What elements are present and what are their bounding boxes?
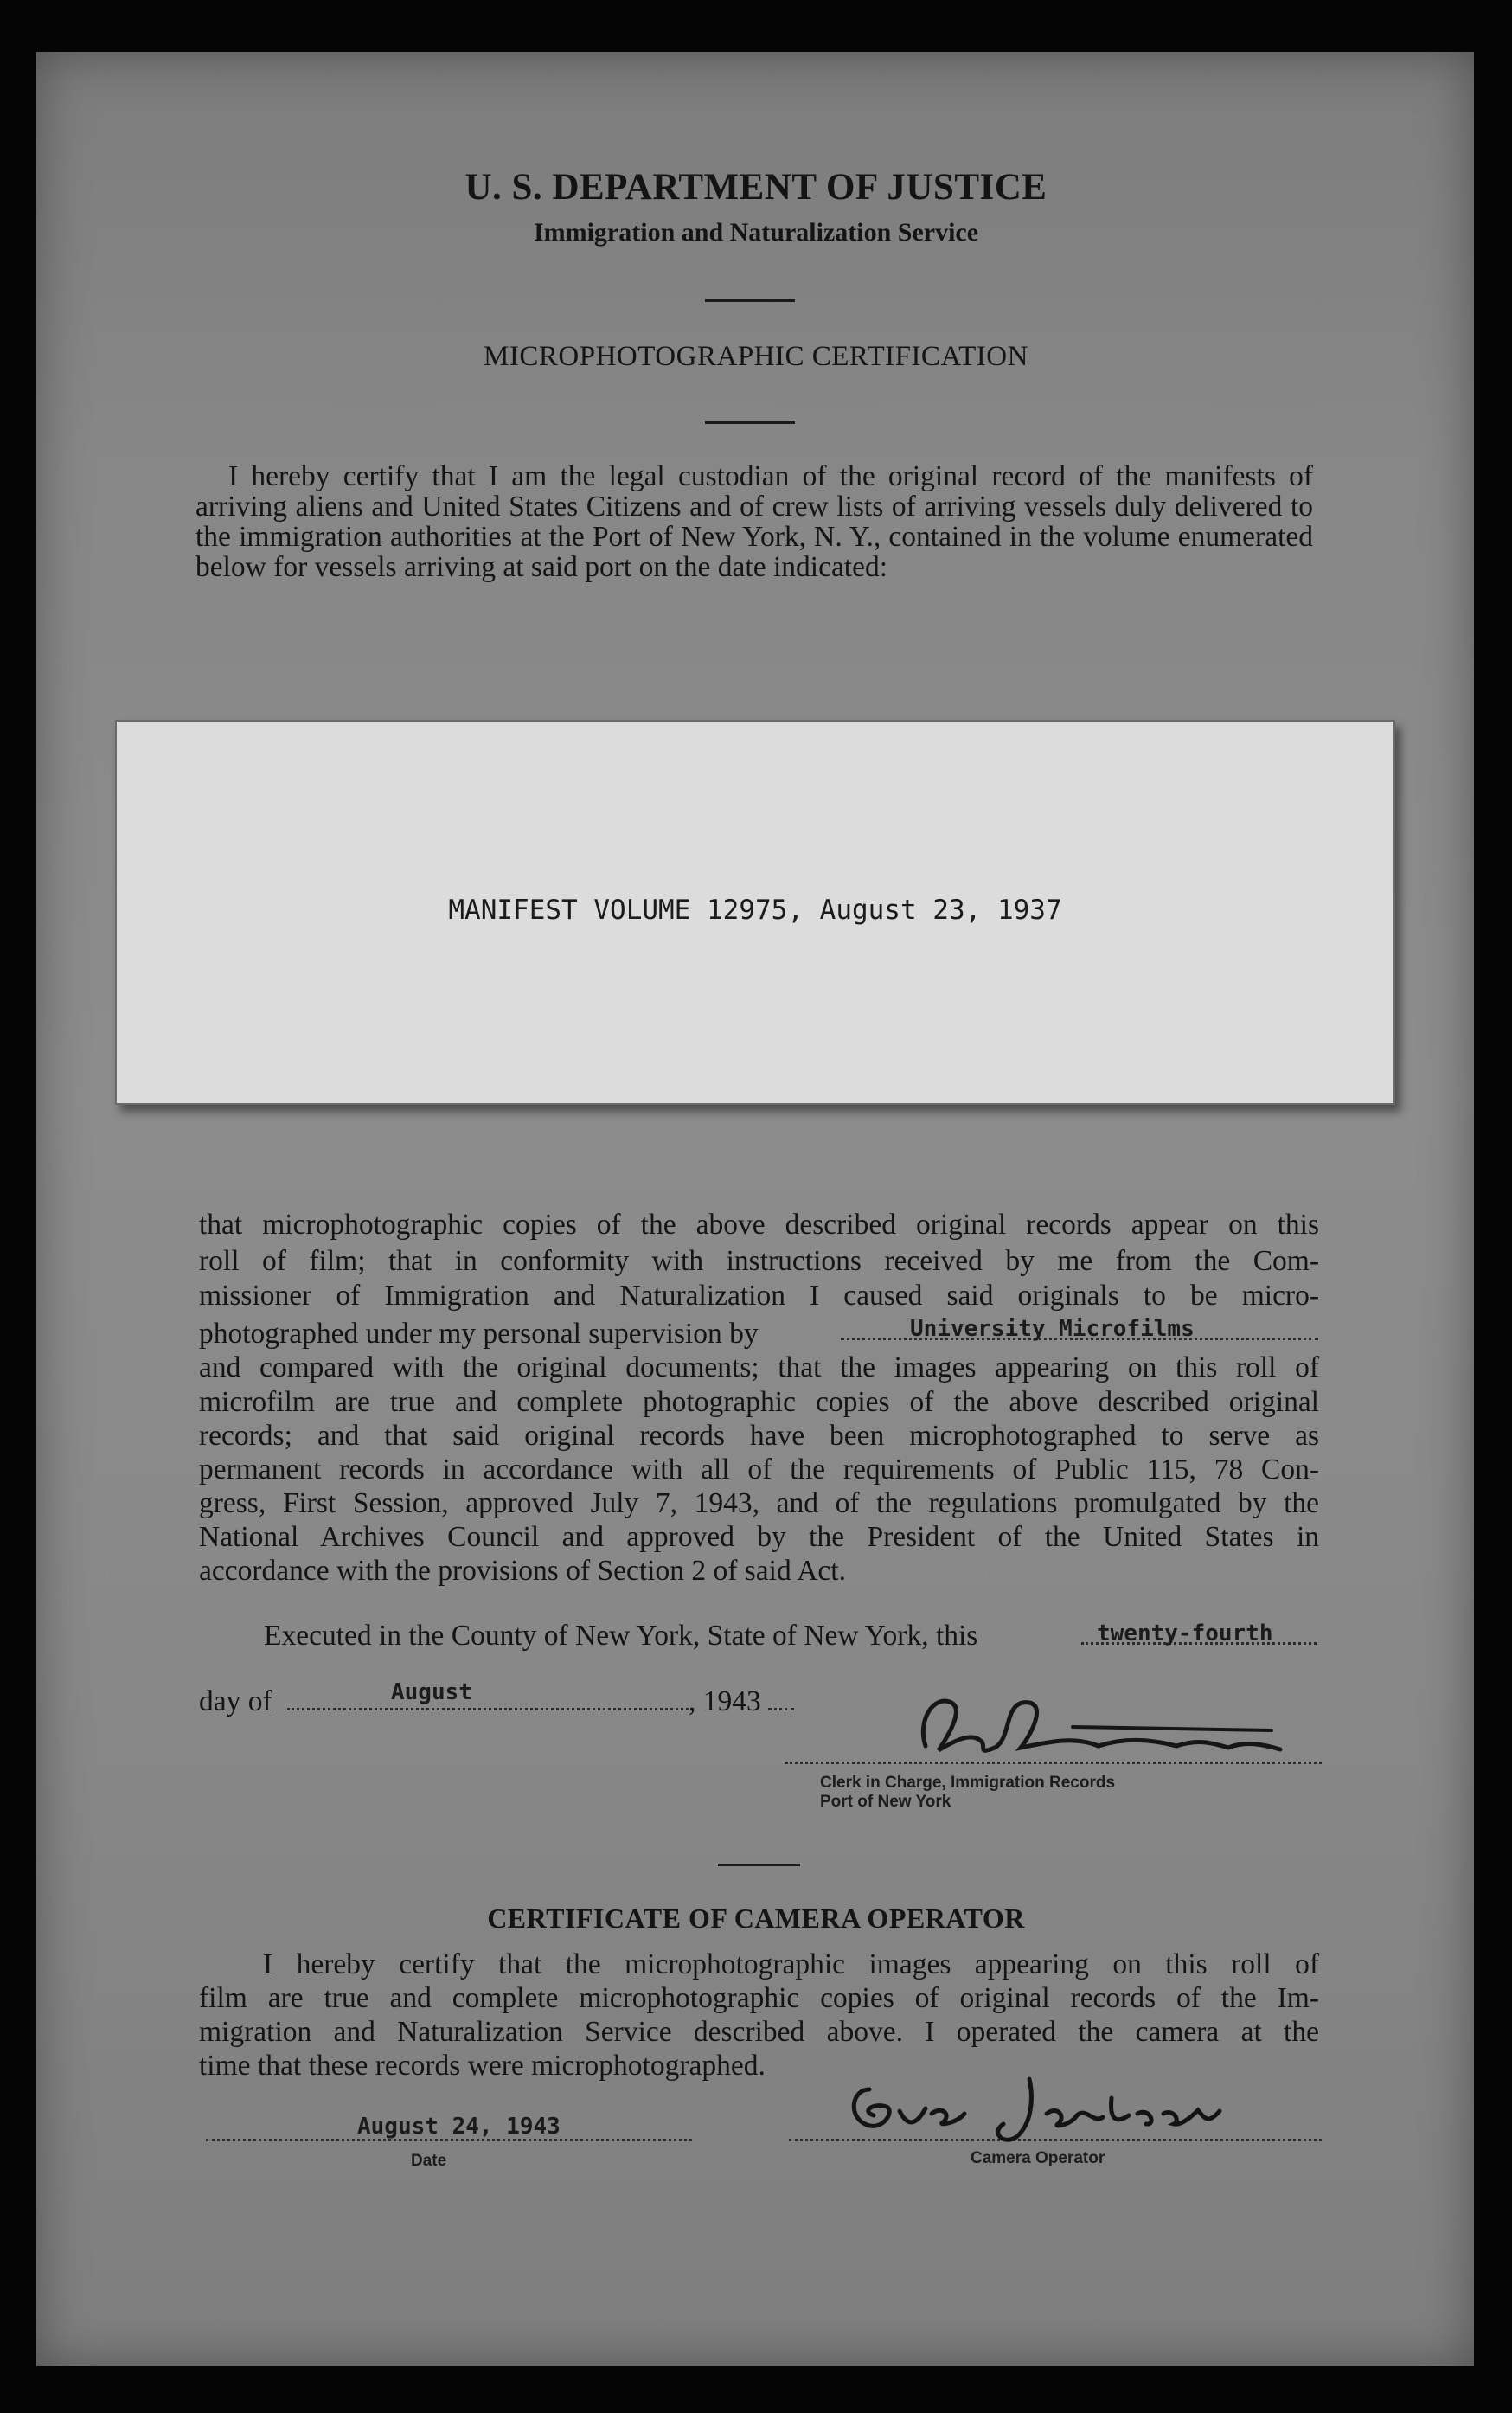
camera-operator-line: migration and Naturalization Service described above. I operated the camera at the	[199, 2016, 1319, 2048]
certification-line: microfilm are true and complete photographic copies of the above described original	[199, 1386, 1319, 1418]
divider-rule-top	[705, 299, 795, 302]
intro-paragraph: I hereby certify that I am the legal custodian of the original record of the manifests of arriving aliens and United States Citizens and of crew lists of arriving vessels duly delivered to the immigration authorities at the Port of New York, N. Y., contained in the volume enumerated below for vessels arriving at said port on the date indicated:	[195, 460, 1313, 583]
camera-operator-line: I hereby certify that the microphotographic images appearing on this roll of	[263, 1948, 1319, 1980]
department-heading: U. S. DEPARTMENT OF JUSTICE	[464, 167, 1048, 208]
date-value: August 24, 1943	[357, 2114, 561, 2140]
photographed-by-value: University Microfilms	[910, 1316, 1195, 1342]
month-dotted-line	[287, 1708, 694, 1710]
date-caption: Date	[411, 2152, 447, 2170]
certification-line: gress, First Session, approved July 7, 1943, and of the regulations promulgated by the	[199, 1487, 1319, 1519]
clerk-signature	[900, 1685, 1315, 1772]
certification-line: roll of film; that in conformity with instructions received by me from the Com-	[199, 1245, 1319, 1277]
executed-prefix: Executed in the County of New York, State of New York, this	[264, 1620, 978, 1652]
certification-line: records; and that said original records have been microphotographed to serve as	[199, 1420, 1319, 1452]
certification-line: permanent records in accordance with all of the requirements of Public 115, 78 Con-	[199, 1454, 1319, 1486]
year-dotted-line	[768, 1708, 794, 1710]
manifest-volume-text: MANIFEST VOLUME 12975, August 23, 1937	[448, 895, 1062, 926]
divider-rule-bottom	[705, 421, 795, 424]
year-label: , 1943	[689, 1685, 761, 1717]
manifest-volume-slip	[115, 720, 1395, 1105]
service-subheading: Immigration and Naturalization Service	[533, 218, 979, 247]
day-value: twenty-fourth	[1097, 1620, 1273, 1646]
certification-line: and compared with the original documents; that the images appearing on this roll of	[199, 1351, 1319, 1383]
day-of-label: day of	[199, 1685, 272, 1717]
certification-line: accordance with the provisions of Section 2 of said Act.	[199, 1555, 846, 1587]
camera-operator-line: time that these records were microphotographed.	[199, 2050, 766, 2082]
clerk-caption-port: Port of New York	[820, 1793, 951, 1811]
operator-caption: Camera Operator	[971, 2149, 1105, 2167]
month-value: August	[391, 1679, 472, 1705]
divider-rule-camera	[718, 1864, 800, 1866]
certification-title: MICROPHOTOGRAPHIC CERTIFICATION	[484, 341, 1028, 372]
camera-operator-line: film are true and complete microphotographic copies of original records of the Im-	[199, 1982, 1319, 2014]
operator-signature	[835, 2063, 1233, 2150]
certification-line: National Archives Council and approved by the President of the United States in	[199, 1521, 1319, 1553]
certification-line: missioner of Immigration and Naturalization I caused said originals to be micro-	[199, 1280, 1319, 1312]
certification-line: that microphotographic copies of the above described original records appear on this	[199, 1209, 1319, 1241]
clerk-caption-title: Clerk in Charge, Immigration Records	[820, 1774, 1116, 1792]
camera-operator-heading: CERTIFICATE OF CAMERA OPERATOR	[487, 1903, 1025, 1934]
photographed-by-prefix: photographed under my personal supervision by	[199, 1318, 759, 1350]
